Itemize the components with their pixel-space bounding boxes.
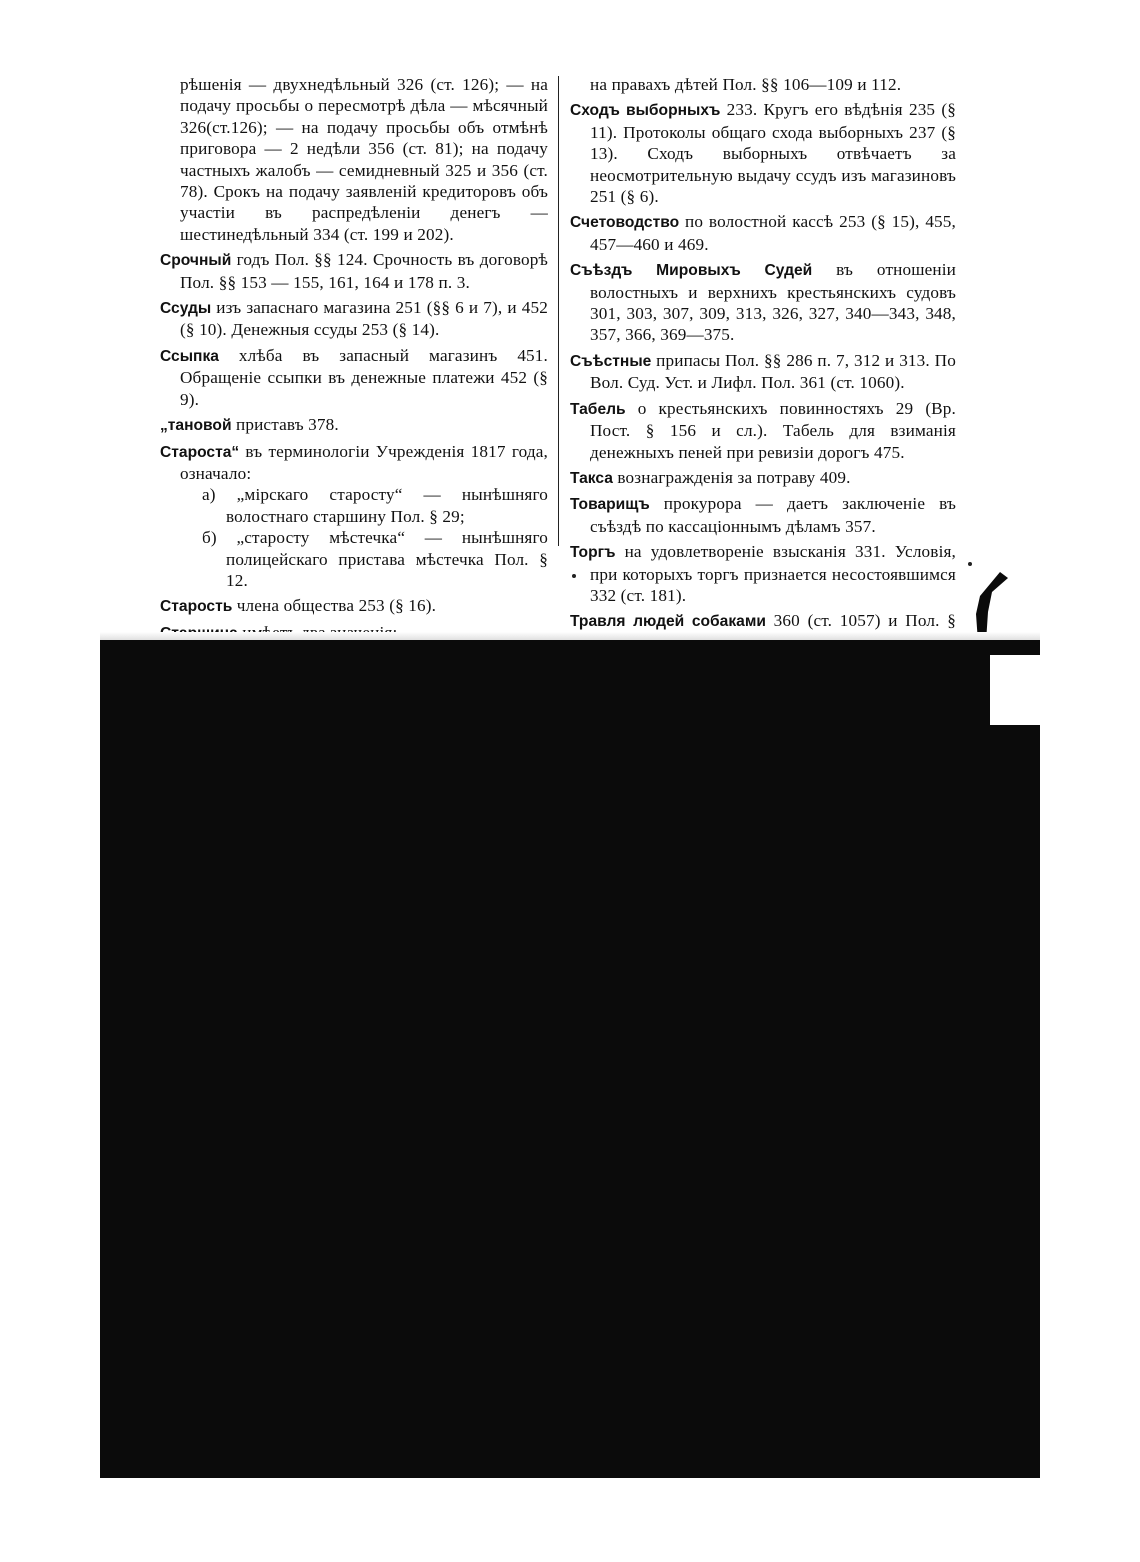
- entry-heading: Табель: [570, 400, 626, 418]
- entry-tabel: [570, 398, 956, 463]
- entry-continuation: [570, 74, 956, 95]
- entry-heading: Счетоводство: [570, 214, 680, 232]
- entry-text: прокурора — даетъ заключеніе въ съѣздѣ по кассаціоннымъ дѣламъ 357.: [590, 494, 956, 536]
- entry-ssudy: [160, 297, 548, 341]
- entry-sestnye: [570, 350, 956, 394]
- entry-text: о крестьянскихъ повинностяхъ 29 (Вр. Пост. § 156 и сл.). Табель для взиманія денежныхъ пеней при ревизіи дорогъ 475.: [590, 398, 956, 462]
- entry-text: 233. Кругъ его вѣдѣнія 235 (§ 11). Протоколы общаго схода выборныхъ 237 (§ 13). Сходъ выборныхъ отвѣчаетъ за неосмотрительную выдачу ссудъ изъ магазиновъ 251 (§ 6).: [590, 100, 956, 207]
- entry-text: на правахъ дѣтей Пол. §§ 106—109 и 112.: [590, 75, 902, 94]
- entry-tovarishch: [570, 493, 956, 537]
- entry-heading: Съѣздъ Мировыхъ Судей: [570, 262, 813, 280]
- entry-srochny: [160, 249, 548, 293]
- entry-text: въ терминологіи Учрежденія 1817 года, означало:: [180, 441, 548, 483]
- entry-stanovoy: [160, 414, 548, 436]
- scan-dark-band: [100, 640, 1040, 1478]
- speck: [572, 574, 576, 578]
- entry-skhod: [570, 99, 956, 207]
- entry-text: вознагражденія за потраву 409.: [612, 467, 851, 487]
- entry-starosta: [160, 441, 548, 592]
- entry-text: рѣшенія — двухнедѣльный 326 (ст. 126); — на подачу просьбы о пересмотрѣ дѣла — мѣсячный 326(ст.126); — на подачу просьбы объ отмѣнѣ приговора — 2 недѣли 356 (ст. 81); на подачу частныхъ жалобъ — семидневный 325 и 356 (ст. 78). Срокъ на подачу заявленій кредиторовъ объ участіи въ распредѣленіи денегъ — шестинедѣльный 334 (ст. 199 и 202).: [180, 75, 548, 244]
- entry-heading: „тановой: [160, 417, 232, 435]
- entry-heading: Ссыпка: [160, 347, 219, 365]
- scan-page-corner: [990, 655, 1042, 725]
- entry-subitem-a: а) „мірскаго старосту“ — нынѣшняго волостнаго старшину Пол. § 29;: [202, 485, 548, 526]
- entry-heading: Староста“: [160, 443, 240, 461]
- entry-text: 360 (ст. 1057) и Пол. §: [773, 611, 956, 631]
- entry-taksa: [570, 467, 956, 489]
- entry-heading: Такса: [570, 469, 613, 487]
- entry-ssypka: [160, 345, 548, 410]
- entry-text: хлѣба въ запасный магазинъ 451. Обращеніе ссыпки въ денежные платежи 452 (§ 9).: [180, 345, 548, 409]
- entry-text: на удовлетвореніе взысканія 331. Условія, при которыхъ торгъ признается несостоявшимся 332 (ст. 181).: [590, 542, 956, 605]
- speck: [968, 562, 972, 566]
- entry-heading: Срочный: [160, 252, 232, 270]
- entry-torg: [570, 541, 956, 606]
- entry-heading: Сходъ выборныхъ: [570, 102, 721, 120]
- entry-heading: Травля людей собаками: [570, 613, 766, 631]
- entry-text: годъ Пол. §§ 124. Срочность въ договорѣ Пол. §§ 153 — 155, 161, 164 и 178 п. 3.: [180, 250, 548, 292]
- entry-heading: Съѣстные: [570, 352, 652, 370]
- entry-starost: [160, 595, 548, 617]
- entry-heading: Ссуды: [160, 300, 212, 318]
- entry-heading: Товарищъ: [570, 496, 650, 514]
- entry-text: припасы Пол. §§ 286 п. 7, 312 и 313. По Вол. Суд. Уст. и Лифл. Пол. 361 (ст. 1060).: [590, 350, 956, 393]
- entry-text: по волостной кассѣ 253 (§ 15), 455, 457—460 и 469.: [590, 212, 956, 254]
- entry-text: въ отношеніи волостныхъ и верхнихъ крестьянскихъ судовъ 301, 303, 307, 309, 313, 326, 327, 340—343, 348, 357, 366, 369—375.: [590, 260, 956, 345]
- entry-text: члена общества 253 (§ 16).: [232, 596, 437, 616]
- entry-subitem-b: б) „старосту мѣстечка“ — нынѣшняго полицейскаго пристава мѣстечка Пол. § 12.: [202, 528, 548, 590]
- entry-heading: Торгъ: [570, 544, 616, 562]
- column-divider: [558, 76, 559, 546]
- entry-sezd: [570, 259, 956, 346]
- entry-continuation: [160, 74, 548, 245]
- entry-schetovodstvo: [570, 211, 956, 255]
- entry-text: приставъ 378.: [231, 415, 339, 435]
- entry-heading: Старость: [160, 598, 233, 616]
- entry-text: изъ запаснаго магазина 251 (§§ 6 и 7), и 452 (§ 10). Денежныя ссуды 253 (§ 14).: [180, 298, 548, 340]
